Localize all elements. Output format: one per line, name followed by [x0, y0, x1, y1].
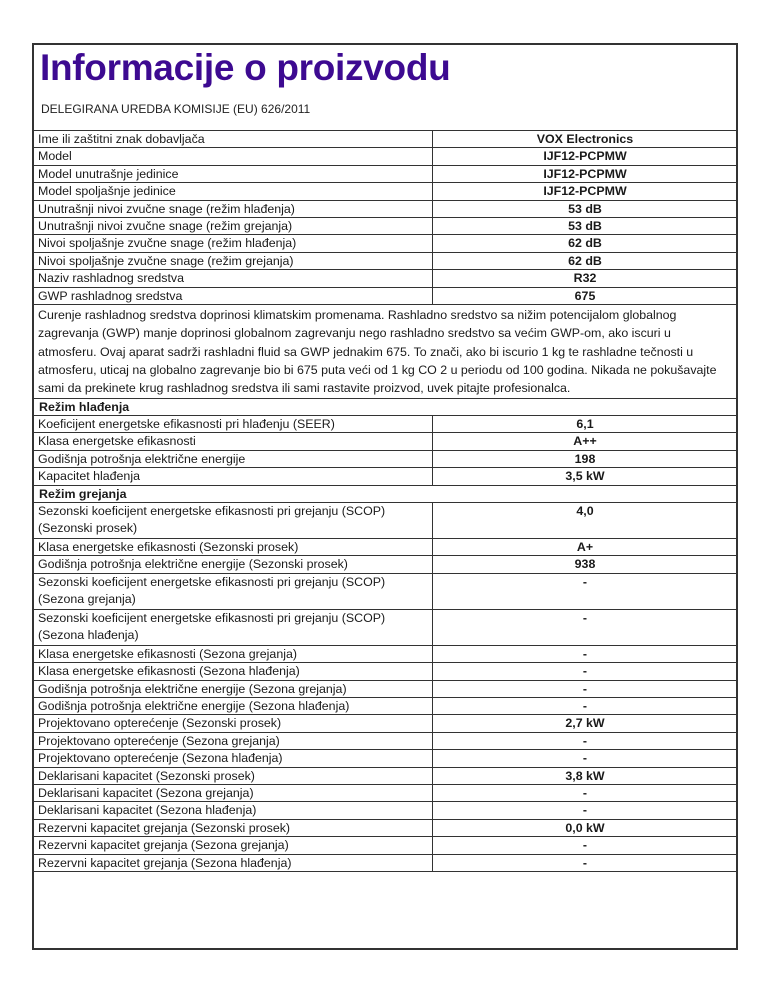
row-label: Model spoljašnje jedinice [33, 183, 433, 200]
row-value: IJF12-PCPMW [433, 183, 738, 200]
row-label: Kapacitet hlađenja [33, 468, 433, 485]
row-value: A++ [433, 433, 738, 450]
row-value: 53 dB [433, 218, 738, 235]
table-row [33, 767, 738, 784]
table-row [33, 148, 738, 165]
row-value: - [433, 802, 738, 819]
row-label: Sezonski koeficijent energetske efikasnosti pri grejanju (SCOP) (Sezonski prosek) [33, 502, 433, 538]
row-value: 0,0 kW [433, 819, 738, 836]
table-row [33, 200, 738, 217]
row-value: 6,1 [433, 415, 738, 432]
row-label: Deklarisani kapacitet (Sezona hlađenja) [33, 802, 433, 819]
table-row [33, 131, 738, 148]
table-row [33, 468, 738, 485]
row-value: A+ [433, 538, 738, 555]
row-label: Rezervni kapacitet grejanja (Sezonski prosek) [33, 819, 433, 836]
row-value: 3,8 kW [433, 767, 738, 784]
refrigerant-notice-row [33, 305, 738, 398]
row-value: R32 [433, 270, 738, 287]
row-label: Rezervni kapacitet grejanja (Sezona hlađenja) [33, 854, 433, 871]
row-label: Unutrašnji nivoi zvučne snage (režim grejanja) [33, 218, 433, 235]
row-value: 938 [433, 556, 738, 573]
table-row [33, 663, 738, 680]
row-value: IJF12-PCPMW [433, 148, 738, 165]
table-row [33, 502, 738, 538]
table-row [33, 819, 738, 836]
table-row [33, 785, 738, 802]
table-row [33, 698, 738, 715]
row-label: Naziv rashladnog sredstva [33, 270, 433, 287]
row-label: Ime ili zaštitni znak dobavljača [33, 131, 433, 148]
section-header-row [33, 485, 738, 502]
row-label: GWP rashladnog sredstva [33, 287, 433, 304]
table-row [33, 854, 738, 871]
row-label: Sezonski koeficijent energetske efikasnosti pri grejanju (SCOP) (Sezona hlađenja) [33, 609, 433, 645]
row-label: Projektovano opterećenje (Sezonski prosek) [33, 715, 433, 732]
row-value: 675 [433, 287, 738, 304]
row-label: Godišnja potrošnja električne energije (Sezona grejanja) [33, 680, 433, 697]
table-row [33, 433, 738, 450]
row-value: - [433, 732, 738, 749]
table-row [33, 183, 738, 200]
row-value: - [433, 573, 738, 609]
row-value: - [433, 854, 738, 871]
row-value: 62 dB [433, 235, 738, 252]
table-row [33, 450, 738, 467]
row-label: Koeficijent energetske efikasnosti pri hlađenju (SEER) [33, 415, 433, 432]
cooling-section-heading: Režim hlađenja [33, 398, 738, 415]
row-value: - [433, 750, 738, 767]
heating-section-heading: Režim grejanja [33, 485, 738, 502]
table-row [33, 218, 738, 235]
row-value: 2,7 kW [433, 715, 738, 732]
row-value: - [433, 663, 738, 680]
row-value: 3,5 kW [433, 468, 738, 485]
row-label: Godišnja potrošnja električne energije [33, 450, 433, 467]
table-row [33, 556, 738, 573]
regulation-subtitle: DELEGIRANA UREDBA KOMISIJE (EU) 626/2011 [41, 102, 311, 116]
row-value: - [433, 837, 738, 854]
table-row [33, 645, 738, 662]
row-label: Projektovano opterećenje (Sezona hlađenja) [33, 750, 433, 767]
row-value: 4,0 [433, 502, 738, 538]
row-value: 62 dB [433, 252, 738, 269]
row-value: - [433, 698, 738, 715]
row-label: Godišnja potrošnja električne energije (Sezona hlađenja) [33, 698, 433, 715]
row-label: Nivoi spoljašnje zvučne snage (režim hlađenja) [33, 235, 433, 252]
table-row [33, 270, 738, 287]
table-row [33, 837, 738, 854]
row-value: VOX Electronics [433, 131, 738, 148]
row-label: Klasa energetske efikasnosti [33, 433, 433, 450]
table-row [33, 287, 738, 304]
row-label: Rezervni kapacitet grejanja (Sezona grejanja) [33, 837, 433, 854]
table-row [33, 609, 738, 645]
row-label: Projektovano opterećenje (Sezona grejanja) [33, 732, 433, 749]
row-label: Klasa energetske efikasnosti (Sezona hlađenja) [33, 663, 433, 680]
row-value: - [433, 785, 738, 802]
table-row [33, 415, 738, 432]
row-label: Klasa energetske efikasnosti (Sezonski prosek) [33, 538, 433, 555]
table-row [33, 538, 738, 555]
table-row [33, 732, 738, 749]
table-row [33, 680, 738, 697]
row-label: Nivoi spoljašnje zvučne snage (režim grejanja) [33, 252, 433, 269]
refrigerant-notice: Curenje rashladnog sredstva doprinosi klimatskim promenama. Rashladno sredstvo sa nižim potencijalom globalnog zagrevanja (GWP) manje doprinosi globalnom zagrevanju nego rashladno sredstvo sa većim GWP-om, ako iscuri u atmosferu. Ovaj aparat sadrži rashladni fluid sa GWP jednakim 675. To znači, ako bi iscurio 1 kg te rashladne tečnosti u atmosferu, uticaj na globalno zagrevanje bio bi 675 puta veći od 1 kg CO 2 u periodu od 100 godina. Nikada ne pokušavajte sami da prekinete krug rashladnog sredstva ili sami rastavite proizvod, uvek pitajte profesionalca. [33, 305, 738, 398]
row-label: Deklarisani kapacitet (Sezona grejanja) [33, 785, 433, 802]
row-value: - [433, 680, 738, 697]
row-label: Godišnja potrošnja električne energije (Sezonski prosek) [33, 556, 433, 573]
table-row [33, 165, 738, 182]
table-row [33, 235, 738, 252]
row-value: - [433, 609, 738, 645]
row-label: Unutrašnji nivoi zvučne snage (režim hlađenja) [33, 200, 433, 217]
row-value: - [433, 645, 738, 662]
table-row [33, 750, 738, 767]
table-row [33, 252, 738, 269]
row-value: 53 dB [433, 200, 738, 217]
product-info-table [32, 130, 738, 872]
table-row [33, 573, 738, 609]
row-label: Sezonski koeficijent energetske efikasnosti pri grejanju (SCOP) (Sezona grejanja) [33, 573, 433, 609]
row-label: Model unutrašnje jedinice [33, 165, 433, 182]
table-row [33, 802, 738, 819]
table-row [33, 715, 738, 732]
row-value: IJF12-PCPMW [433, 165, 738, 182]
section-header-row [33, 398, 738, 415]
row-label: Model [33, 148, 433, 165]
row-label: Klasa energetske efikasnosti (Sezona grejanja) [33, 645, 433, 662]
row-label: Deklarisani kapacitet (Sezonski prosek) [33, 767, 433, 784]
row-value: 198 [433, 450, 738, 467]
page-title: Informacije o proizvodu [40, 47, 451, 88]
